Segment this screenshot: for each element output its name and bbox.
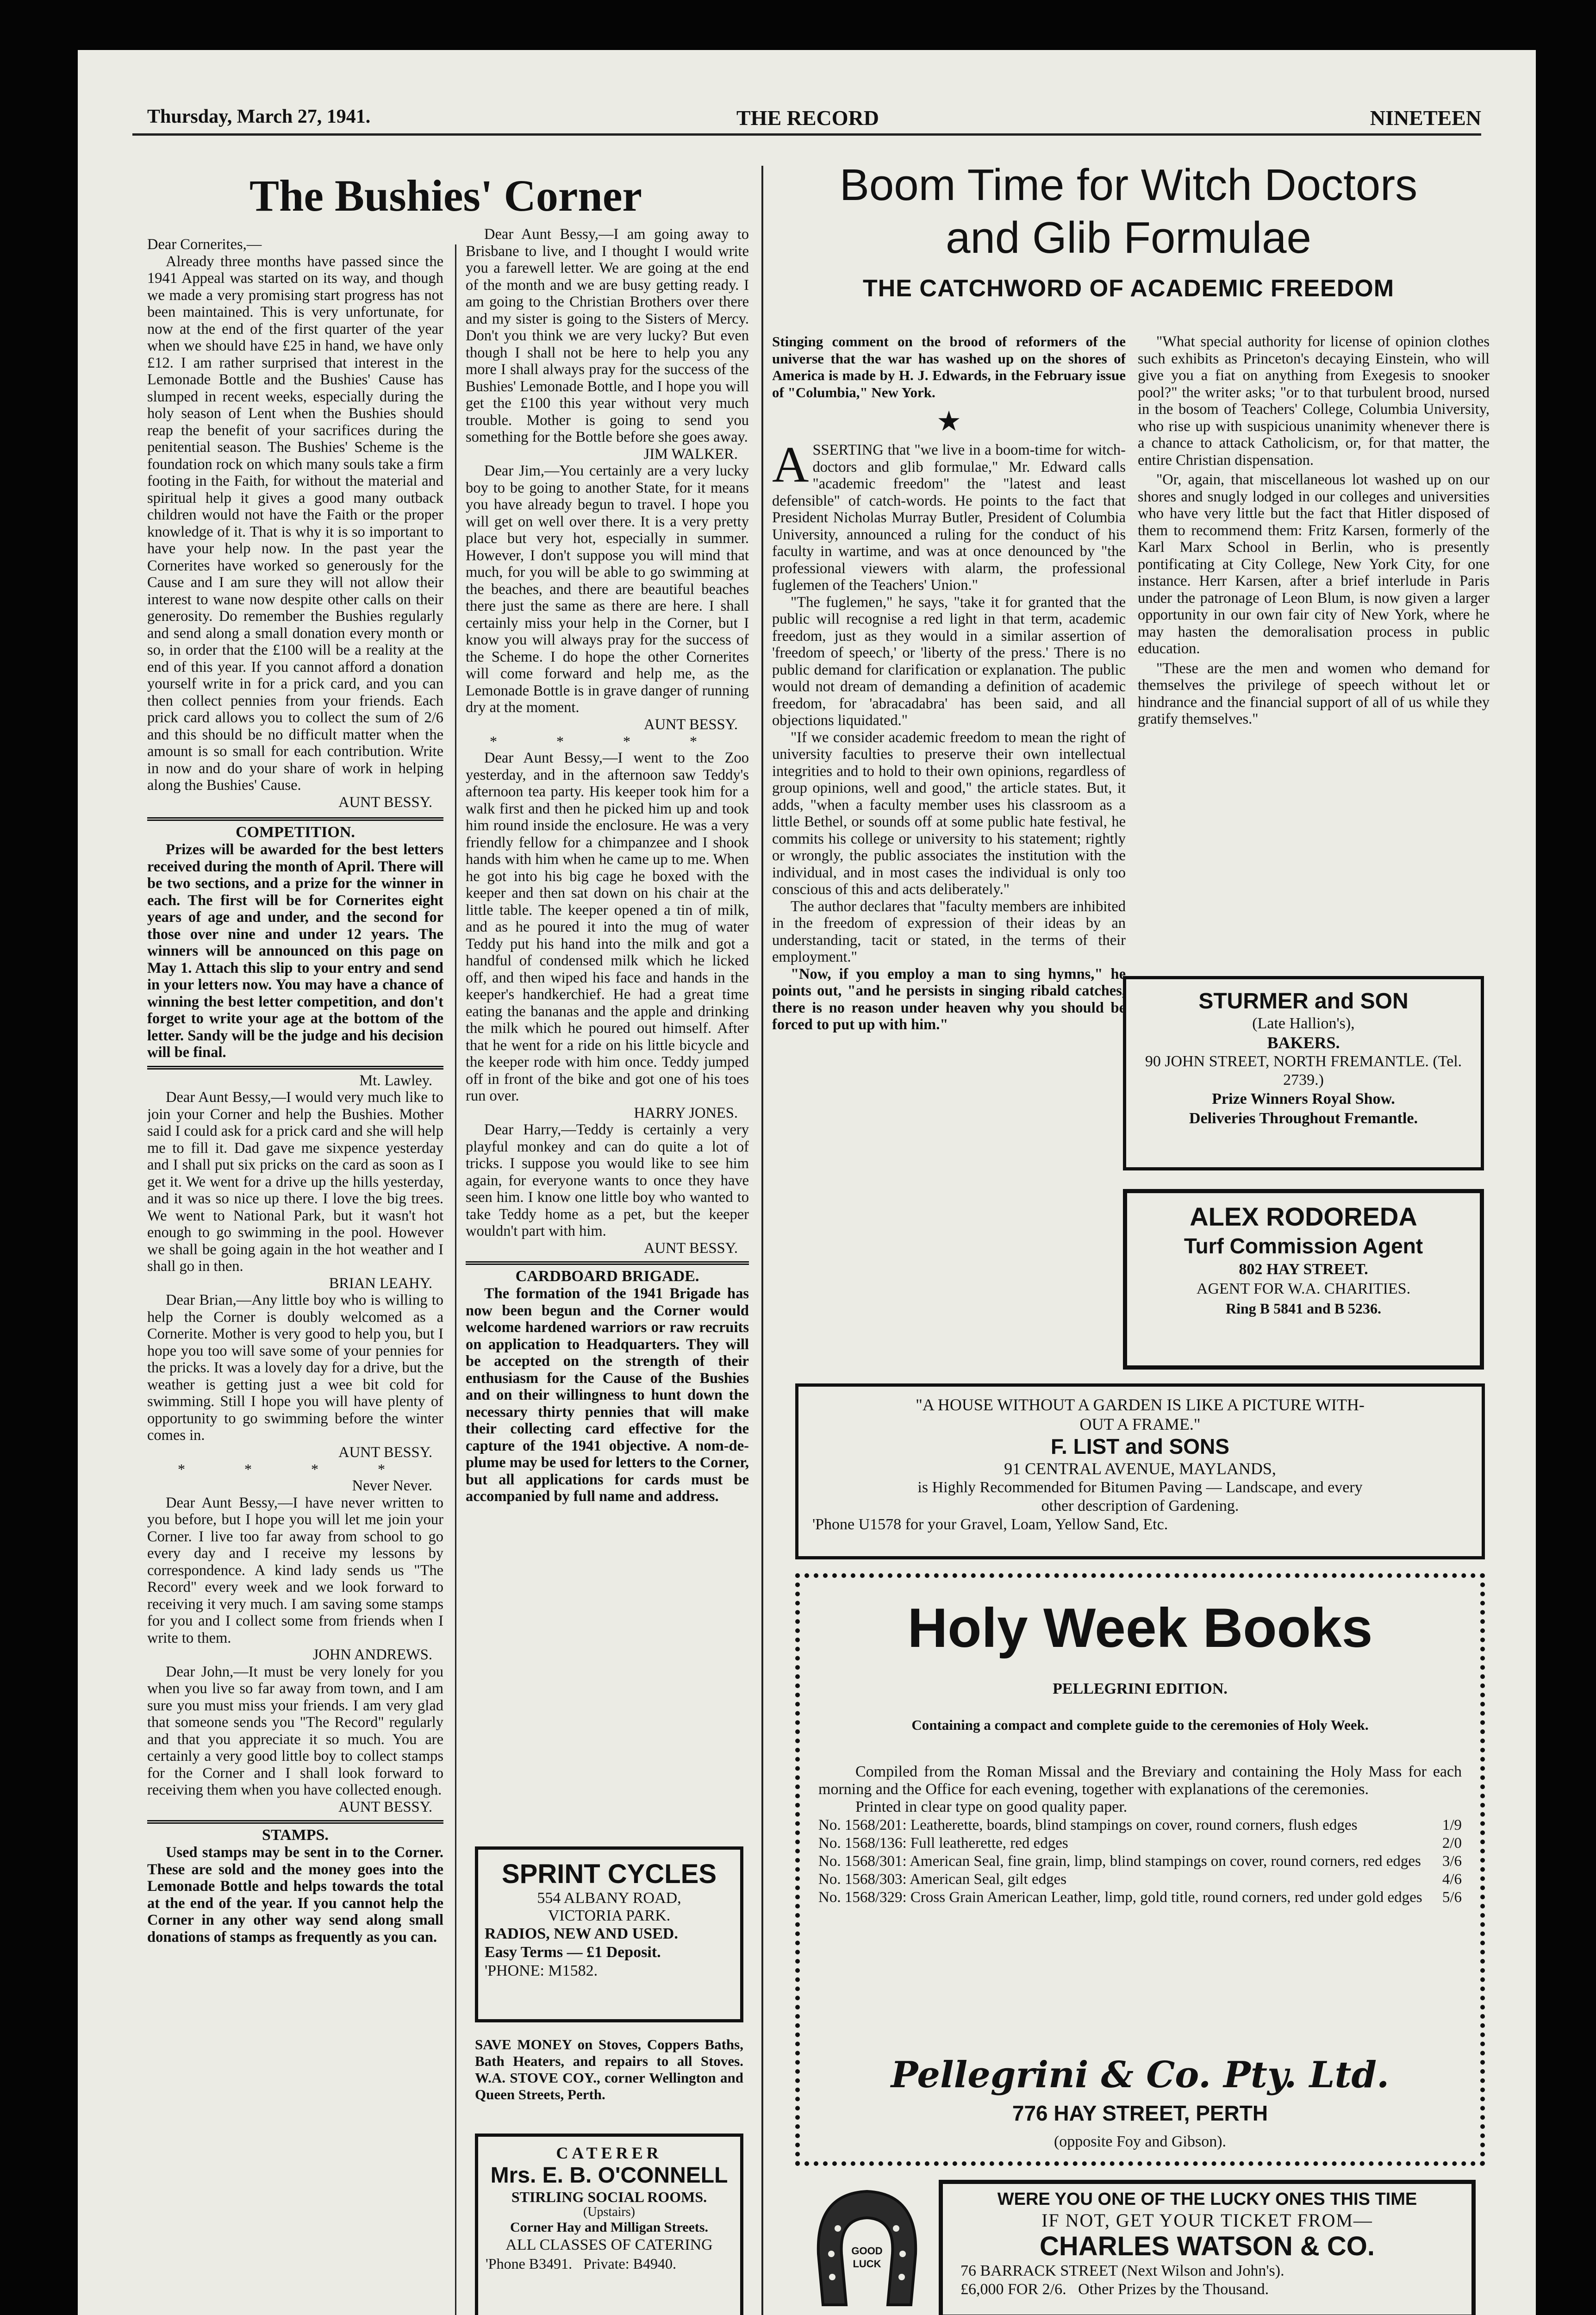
holy-body (818, 1763, 1462, 1907)
watson-prizes: £6,000 FOR 2/6. Other Prizes by the Thousand. (960, 2281, 1269, 2298)
letter-brian: Dear Aunt Bessy,—I would very much like to join your Corner and help the Bushies. Mother said I could ask for a prick card and she will help me to fill it. Dad gave me sixpence yesterday and I shall put six pricks on the card as soon as I get it. We went for a drive up the hills yesterday, and it was so nice up there. I love the big trees. We went to National Park, but it wasn't hot enough to go swimming in the pool. However we shall be going again in the hot weather and I shall go in then. (147, 1089, 443, 1275)
sturmer-address: 90 JOHN STREET, NORTH FREMANTLE. (Tel. 2739.) (1145, 1053, 1462, 1089)
holy-edition: PELLEGRINI EDITION. (1053, 1680, 1228, 1697)
brigade-heading: CARDBOARD BRIGADE. (515, 1268, 699, 1285)
caterer-upstairs: (Upstairs) (583, 2205, 635, 2219)
letter-jim: Dear Aunt Bessy,—I am going away to Brisbane to live, and I thought I would write you a farewell letter. We are going at the end of the month and we are busy getting ready. I am going to the Christian Brothers over there and my sister is going to the Sisters of Mercy. Don't you think we are very lucky? But even though I shall not be here to help you any more I shall always pray for the success of the Bushies' Lemonade Bottle, and I hope you will get the £100 this year without very much trouble. Mother is going to send you something for the Bottle before she goes away. (466, 226, 749, 445)
signature: AUNT BESSY. (644, 1239, 738, 1257)
article-paragraph: "Or, again, that miscellaneous lot washed up on our shores and snugly lodged in our colleges and universities who have very little but the fact that Hitler disposed of them to recommend them: Fritz Karsen, formerly of the Karl Marx School in Berlin, who is presently pontificating at City College, New York City, for one instance. Herr Karsen, after a brief interlude in Paris under the patronage of Leon Blum, is now given a larger opportunity in our own fair city of New York, where he may hasten the demoralisation process in public education. (1138, 471, 1490, 657)
caterer-name: Mrs. E. B. O'CONNELL (490, 2163, 728, 2188)
holy-item-text: No. 1568/303: American Seal, gilt edges (818, 1871, 1067, 1888)
rodoreda-ring: Ring B 5841 and B 5236. (1225, 1300, 1382, 1317)
horseshoe-icon (804, 2184, 929, 2314)
rodoreda-address: 802 HAY STREET. (1239, 1261, 1368, 1278)
article-paragraph: The author declares that "faculty members are inhibited in the freedom of expression of their ideas by an understanding, tacit or stated, in the terms of their employment." (772, 898, 1126, 965)
stamps-heading: STAMPS. (262, 1827, 329, 1844)
signature-john: JOHN ANDREWS. (312, 1646, 432, 1663)
holy-item-price: 5/6 (1442, 1889, 1462, 1906)
rodoreda-agent: AGENT FOR W.A. CHARITIES. (1196, 1280, 1411, 1297)
sturmer-name: STURMER and SON (1198, 989, 1409, 1014)
sturmer-prize: Prize Winners Royal Show. (1212, 1090, 1395, 1107)
letter-location: Mt. Lawley. (359, 1072, 432, 1089)
rodoreda-title: Turf Commission Agent (1184, 1234, 1423, 1258)
holy-item (818, 1817, 1462, 1834)
caterer-rooms: STIRLING SOCIAL ROOMS. (511, 2189, 707, 2205)
holy-item-list (818, 1817, 1462, 1906)
holy-item (818, 1871, 1462, 1888)
signature-brian: BRIAN LEAHY. (329, 1275, 432, 1292)
competition-text: Prizes will be awarded for the best letters received during the month of April. There will be two sections, and a prize for the winner in each. The first will be for Cornerites eight years of age and under, and the second for those over nine and under 12 years. The winners will be announced on this page on May 1. Attach this slip to your entry and send in your letters now. You may have a chance of winning the best letter competition, and don't forget to write your age at the bottom of the letter. Sandy will be the judge and his decision will be final. (147, 841, 443, 1061)
watson-address: 76 BARRACK STREET (Next Wilson and John's). (960, 2262, 1284, 2279)
holy-item-price: 4/6 (1442, 1871, 1462, 1888)
sturmer-ad (1123, 976, 1484, 1170)
article-column-2 (1138, 333, 1490, 1009)
signature: AUNT BESSY. (644, 716, 738, 733)
newspaper-page (78, 50, 1536, 2315)
article-paragraph: "Now, if you employ a man to sing hymns," he points out, "and he persists in singing ribald catches, there is no reason under heaven why you should be forced to put up with him." (772, 965, 1126, 1033)
signature: AUNT BESSY. (338, 794, 432, 811)
pellegrini-address: 776 HAY STREET, PERTH (1012, 2101, 1268, 2125)
holy-item-text: No. 1568/329: Cross Grain American Leather, limp, gold title, round corners, red under gold edges (818, 1889, 1422, 1906)
reply-jim: Dear Jim,—You certainly are a very lucky boy to be going to another State, for it means you have already begun to travel. I hope you will get on well over there. It is a very pretty place but very hot, especially in summer. However, I don't suppose you will mind that much, for you will be able to go swimming at the beaches, and there are beautiful beaches there just the same as there are here. I shall certainly miss your help in the Corner, but I know you will always pray for the success of the Scheme. I do hope the other Cornerites will come forward and help me, as the Lemonade Bottle is in grave danger of running dry at the moment. (466, 463, 749, 716)
good-luck-badge: GOOD LUCK (851, 2245, 883, 2270)
star-icon: ★ (936, 406, 961, 437)
watson-ad (804, 2180, 1485, 2315)
sturmer-bakers: BAKERS. (1267, 1033, 1340, 1052)
letter-location: Never Never. (352, 1477, 432, 1494)
watson-name: CHARLES WATSON & CO. (1040, 2231, 1375, 2261)
article-paragraph: "What special authority for license of opinion clothes such exhibits as Princeton's decaying Einstein, who will give you a fiat on anything from Exegesis to snooker pool?" the writer asks; "or to that turbulent brood, nursed in the bosom of Teachers' College, Columbia University, who rise up with suspicious unanimity whenever there is a chance to attack Catholicism, or, for that matter, the entire Christian dispensation. (1138, 333, 1490, 469)
paper-name: THE RECORD (736, 106, 879, 130)
letter-john: Dear Aunt Bessy,—I have never written to you before, but I hope you will let me join your Corner. I live too far away from school to go every day and I receive my lessons by correspondence. A kind lady sends us "The Record" every week and we look forward to receiving it very much. I am saving some stamps for you and I collect some from friends when I write to them. (147, 1494, 443, 1646)
article-paragraph: "The fuglemen," he says, "take it for granted that the public will recognise a red light in that term, academic freedom, just as they would in a similar assertion of 'freedom of speech,' or 'liberty of the press.' There is no public demand for clarification or explanation. The public would not dream of demanding a definition of academic freedom, for 'abracadabra' has been said, and all objections liquidated." (772, 594, 1126, 729)
sturmer-deliveries: Deliveries Throughout Fremantle. (1189, 1110, 1418, 1127)
signature-jim: JIM WALKER. (643, 445, 738, 463)
column-rule (761, 166, 763, 2315)
reply-john: Dear John,—It must be very lonely for you when you live so far away from town, and I am sure you must miss your friends. I am very glad that someone sends you "The Record" regularly and that you appreciate it so much. You are certainly a very good little boy to collect stamps for the Corner and I shall look forward to receiving them when you have collected enough. (147, 1663, 443, 1798)
signature: AUNT BESSY. (338, 1798, 432, 1815)
caterer-ad (475, 2134, 743, 2315)
holy-item (818, 1835, 1462, 1852)
list-name: F. LIST and SONS (1051, 1434, 1229, 1458)
list-line: is Highly Recommended for Bitumen Paving — Landscape, and every (917, 1479, 1363, 1496)
brigade-text: The formation of the 1941 Brigade has now been begun and the Corner would welcome hardened warriors or raw recruits on application to Headquarters. They will be accepted on the strength of their enthusiasm for the Cause of the Bushies and on their willingness to hunt down the necessary thirty pennies that will make their collecting card effective for the capture of the 1941 objective. A nom-de-plume may be used for letters to the Corner, but all applications for cards must be accompanied by full name and address. (466, 1285, 749, 1505)
holy-week-ad (795, 1573, 1485, 2166)
sprint-phone: 'PHONE: M1582. (485, 1962, 598, 1979)
rodoreda-name: ALEX RODOREDA (1190, 1202, 1417, 1231)
article-paragraph: "These are the men and women who demand for themselves the privilege of speech without let or hindrance and the financial support of all of us while they gratify themselves." (1138, 660, 1490, 727)
holy-item-text: No. 1568/201: Leatherette, boards, blind stampings on cover, round corners, flush edges (818, 1817, 1358, 1833)
holy-item-text: No. 1568/136: Full leatherette, red edges (818, 1835, 1068, 1852)
article-lead: Stinging comment on the brood of reformers of the universe that the war has washed up on the shores of America is made by H. J. Edwards, in the February issue of "Columbia," New York. (772, 333, 1126, 400)
holy-description: Compiled from the Roman Missal and the Breviary and containing the Holy Mass for each morning and the Office for each evening, together with explanations of the ceremonies. (818, 1763, 1462, 1798)
sprint-cycles-ad (475, 1846, 743, 2022)
holy-item-text: No. 1568/301: American Seal, fine grain, limp, blind stampings on cover, round corners, red edges (818, 1853, 1421, 1870)
bushies-column-1 (147, 236, 443, 2315)
holy-item (818, 1853, 1462, 1870)
list-quote: OUT A FRAME." (1079, 1415, 1201, 1433)
sprint-address: 554 ALBANY ROAD, (537, 1890, 681, 1907)
pellegrini-logo: Pellegrini & Co. Pty. Ltd. (891, 2054, 1390, 2096)
holy-item-price: 1/9 (1442, 1817, 1462, 1833)
list-phone: 'Phone U1578 for your Gravel, Loam, Yellow Sand, Etc. (812, 1516, 1168, 1533)
bushies-column-2 (466, 226, 749, 1569)
watson-box (939, 2180, 1476, 2315)
caterer-head: CATERER (556, 2144, 662, 2162)
salutation: Dear Cornerites,— (147, 236, 262, 253)
holy-subtitle: Containing a compact and complete guide to the ceremonies of Holy Week. (911, 1717, 1369, 1733)
sprint-name: SPRINT CYCLES (501, 1859, 717, 1889)
article-title: Boom Time for Witch Doctors and Glib Formulae (839, 160, 1418, 263)
stove-text: SAVE MONEY on Stoves, Coppers Baths, Bath Heaters, and repairs to all Stoves. W.A. STOVE COY., corner Wellington and Queen Streets, Perth. (475, 2036, 743, 2102)
stamps-text: Used stamps may be sent in to the Corner. These are sold and the money goes into the Lemonade Bottle and helps towards the total at the end of the year. If you cannot help the Corner in any other way send along small donations of stamps as frequently as you can. (147, 1844, 443, 1946)
sturmer-sub: (Late Hallion's), (1252, 1015, 1355, 1032)
sprint-radios: RADIOS, NEW AND USED. (485, 1925, 678, 1942)
list-address: 91 CENTRAL AVENUE, MAYLANDS, (1004, 1459, 1276, 1478)
caterer-classes: ALL CLASSES OF CATERING (505, 2236, 713, 2253)
signature-harry: HARRY JONES. (634, 1104, 738, 1121)
column-rule (455, 244, 456, 2315)
separator-stars: * * * * (490, 733, 725, 750)
rodoreda-ad (1123, 1189, 1484, 1370)
article-column-1 (772, 333, 1126, 1384)
reply-brian: Dear Brian,—Any little boy who is willing to help the Corner is doubly welcomed as a Cornerite. Mother is very good to help you, but I hope you too will save some of your pennies for the pricks. It was a lovely day for a drive, but the weather is getting just a wee bit cold for swimming. Still I hope you will have plenty of opportunity to go swimming before the winter comes in. (147, 1292, 443, 1444)
signature: AUNT BESSY. (338, 1444, 432, 1461)
sprint-address: VICTORIA PARK. (548, 1907, 671, 1924)
article-subtitle: THE CATCHWORD OF ACADEMIC FREEDOM (862, 275, 1395, 302)
list-sons-ad (795, 1383, 1485, 1559)
holy-printed: Printed in clear type on good quality paper. (855, 1798, 1128, 1815)
holy-item (818, 1889, 1462, 1906)
header-rule (132, 133, 1481, 136)
holy-item-price: 3/6 (1442, 1853, 1462, 1870)
stove-ad (475, 2036, 743, 2103)
holy-week-title: Holy Week Books (907, 1597, 1373, 1659)
caterer-corner: Corner Hay and Milligan Streets. (510, 2220, 709, 2235)
competition-heading: COMPETITION. (236, 824, 355, 841)
reply-harry: Dear Harry,—Teddy is certainly a very playful monkey and can do quite a lot of tricks. I suppose you would like to see him again, for everyone wants to once they have seen him. I know one little boy who wanted to take Teddy home as a pet, but the keeper wouldn't part with him. (466, 1121, 749, 1239)
intro-letter: Already three months have passed since the 1941 Appeal was started on its way, and though we made a very promising start progress has not been maintained. This is very unfortunate, for now at the end of the first quarter of the year when we should have £25 in hand, we have only £12. I am rather surprised that interest in the Lemonade Bottle and the Bushies' Cause has slumped in recent weeks, especially during the holy season of Lent when the Bushies should reap the benefit of your sacrifices during the penitential season. The Bushies' Scheme is the foundation rock on which many souls take a firm footing in the Faith, for without the material and spiritual help it gives a good many outback children would not have the Faith or the proper knowledge of it. That is why it is so important to have your help now. In the past year the Cornerites have worked so generously for the Cause and I am sure they will not allow their interest to wane now despite other calls on their generosity. Do remember the Bushies regularly and send along a small donation every month or so, in order that the £100 will be a reality at the end of this year. If you cannot afford a donation yourself write in for a prick card, and you can then collect pennies from your friends. Each prick card allows you to collect the sum of 2/6 and this should be no difficult matter when the amount is so small for each contribution. Write in now and do your share of work in helping along the Bushies' Cause. (147, 253, 443, 794)
drop-cap: A (772, 436, 809, 493)
separator-stars: * * * * (178, 1461, 413, 1477)
watson-line: IF NOT, GET YOUR TICKET FROM— (1041, 2210, 1373, 2231)
caterer-phone: 'Phone B3491. Private: B4940. (486, 2255, 676, 2272)
bushies-title: The Bushies' Corner (249, 171, 642, 220)
letter-harry: Dear Aunt Bessy,—I went to the Zoo yesterday, and in the afternoon saw Teddy's afternoon tea party. His keeper took him for a walk first and then he picked him up and took him round inside the enclosure. He was a very friendly fellow for a chimpanzee and I shook hands with him when he came up to me. When he got into his big cage he boxed with the keeper and then sat down on his chair at the little table. The keeper opened a tin of milk, and as he poured it into the mug of water Teddy put his hand into the milk and got a handful of condensed milk which he licked off, and then wiped his face and hands in the keeper's handkerchief. He had a great time eating the bananas and the apple and drinking the milk which he poured out himself. After that he went for a ride on his little bicycle and the keeper rode with him once. Teddy jumped off in front of the bike and got one of his toes run over. (466, 750, 749, 1104)
list-line: other description of Gardening. (1041, 1497, 1239, 1514)
holy-item-price: 2/0 (1442, 1835, 1462, 1852)
issue-date: Thursday, March 27, 1941. (147, 106, 371, 127)
pellegrini-opposite: (opposite Foy and Gibson). (1054, 2133, 1227, 2150)
watson-line: WERE YOU ONE OF THE LUCKY ONES THIS TIME (997, 2190, 1417, 2209)
article-paragraph: ASSERTING that "we live in a boom-time for witch-doctors and glib formulae," Mr. Edward calls "academic freedom" the "latest and least defensible" of catch-words. He points to the fact that President Nicholas Murray Butler, President of Columbia University, announced a ruling for the conduct of his faculty in wartime, and was at once denounced by "the professional viewers with alarm, the professional fuglemen of the Teachers' Union." (772, 436, 1126, 594)
page-number: NINETEEN (1370, 106, 1481, 130)
article-paragraph: "If we consider academic freedom to mean the right of university faculties to preserve their own intellectual integrities and to hold to their own opinions, regardless of group opinions, well and good," the article states. But, it adds, "when a faculty member uses his classroom as a little Bethel, or sounds off at some public hate festival, he commits his college or university to his statement; rightly or wrongly, the public associates the institution with the individual, and in most cases the individual is only too conscious of this and acts deliberately." (772, 729, 1126, 898)
list-quote: "A HOUSE WITHOUT A GARDEN IS LIKE A PICTURE WITH- (916, 1395, 1365, 1414)
sprint-terms: Easy Terms — £1 Deposit. (485, 1944, 661, 1961)
